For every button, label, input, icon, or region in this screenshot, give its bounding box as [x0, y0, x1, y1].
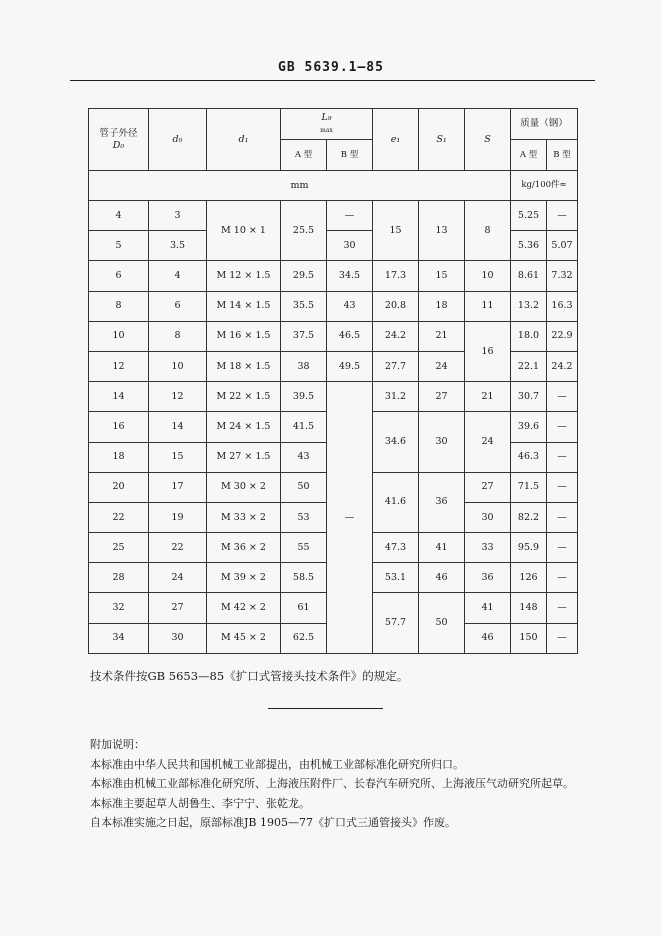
cell-e1: 17.3	[373, 261, 419, 291]
cell-massB: 24.2	[547, 351, 578, 381]
notes-line: 本标准主要起草人胡鲁生、李宁宁、张乾龙。	[90, 796, 310, 810]
cell-massA: 71.5	[511, 472, 547, 502]
cell-D0: 16	[89, 412, 149, 442]
cell-massA: 18.0	[511, 321, 547, 351]
cell-d0: 14	[149, 412, 207, 442]
cell-massA: 82.2	[511, 502, 547, 532]
cell-S: 36	[465, 563, 511, 593]
cell-e1: 57.7	[373, 593, 419, 653]
cell-massB: 7.32	[547, 261, 578, 291]
cell-d0: 19	[149, 502, 207, 532]
cell-S1: 41	[419, 533, 465, 563]
col-header-pipe-od: 管子外径 D₀	[89, 109, 149, 171]
cell-e1: 34.6	[373, 412, 419, 472]
col-header-e1: e₁	[373, 109, 419, 171]
cell-L9A: 43	[281, 442, 327, 472]
cell-massB: —	[547, 502, 578, 532]
unit-row	[89, 171, 578, 201]
cell-massA: 39.6	[511, 412, 547, 442]
cell-massA: 150	[511, 623, 547, 653]
cell-L9A: 39.5	[281, 382, 327, 412]
cell-L9B: 49.5	[327, 351, 373, 381]
cell-massA: 148	[511, 593, 547, 623]
cell-d0: 10	[149, 351, 207, 381]
cell-d1: M 16 × 1.5	[207, 321, 281, 351]
table-row	[89, 201, 578, 231]
cell-D0: 6	[89, 261, 149, 291]
notes-title: 附加说明：	[90, 738, 145, 751]
cell-D0: 32	[89, 593, 149, 623]
cell-S1: 24	[419, 351, 465, 381]
cell-S1: 27	[419, 382, 465, 412]
cell-S1: 46	[419, 563, 465, 593]
cell-D0: 28	[89, 563, 149, 593]
cell-L9A: 62.5	[281, 623, 327, 653]
col-header-mass-type-b: B 型	[547, 140, 578, 171]
table-row	[89, 382, 578, 412]
cell-D0: 4	[89, 201, 149, 231]
cell-S: 8	[465, 201, 511, 261]
cell-d1: M 36 × 2	[207, 533, 281, 563]
cell-massB: —	[547, 412, 578, 442]
cell-S: 30	[465, 502, 511, 532]
technical-conditions-note: 技术条件按GB 5653—85《扩口式管接头技术条件》的规定。	[90, 669, 409, 683]
cell-massB: —	[547, 442, 578, 472]
col-header-L9-type-a: A 型	[281, 140, 327, 171]
col-header-L9: L₉ max	[281, 109, 373, 140]
cell-S: 33	[465, 533, 511, 563]
cell-D0: 8	[89, 291, 149, 321]
cell-d1: M 24 × 1.5	[207, 412, 281, 442]
table-row	[89, 291, 578, 321]
cell-S1: 15	[419, 261, 465, 291]
col-header-S1: S₁	[419, 109, 465, 171]
cell-L9A: 41.5	[281, 412, 327, 442]
col-header-mass-type-a: A 型	[511, 140, 547, 171]
cell-d1: M 33 × 2	[207, 502, 281, 532]
cell-massA: 46.3	[511, 442, 547, 472]
cell-massB: 5.07	[547, 231, 578, 261]
cell-d1: M 22 × 1.5	[207, 382, 281, 412]
cell-S: 21	[465, 382, 511, 412]
cell-S1: 21	[419, 321, 465, 351]
cell-S: 41	[465, 593, 511, 623]
cell-massB: —	[547, 563, 578, 593]
cell-d0: 22	[149, 533, 207, 563]
cell-d0: 12	[149, 382, 207, 412]
cell-d1: M 14 × 1.5	[207, 291, 281, 321]
cell-L9A: 55	[281, 533, 327, 563]
cell-d1: M 39 × 2	[207, 563, 281, 593]
cell-d0: 30	[149, 623, 207, 653]
cell-S1: 50	[419, 593, 465, 653]
cell-S1: 13	[419, 201, 465, 261]
cell-d1: M 30 × 2	[207, 472, 281, 502]
cell-d0: 4	[149, 261, 207, 291]
cell-S1: 36	[419, 472, 465, 532]
cell-massB: —	[547, 593, 578, 623]
cell-massA: 95.9	[511, 533, 547, 563]
cell-massB: —	[547, 472, 578, 502]
cell-e1: 41.6	[373, 472, 419, 532]
cell-massA: 30.7	[511, 382, 547, 412]
cell-D0: 18	[89, 442, 149, 472]
cell-e1: 24.2	[373, 321, 419, 351]
cell-massB: —	[547, 623, 578, 653]
dimension-table	[88, 108, 578, 654]
cell-D0: 20	[89, 472, 149, 502]
header-rule	[70, 80, 595, 81]
section-divider	[268, 708, 383, 709]
cell-d1: M 12 × 1.5	[207, 261, 281, 291]
cell-massB: —	[547, 201, 578, 231]
cell-d0: 17	[149, 472, 207, 502]
cell-L9A: 58.5	[281, 563, 327, 593]
cell-massA: 8.61	[511, 261, 547, 291]
cell-L9A: 29.5	[281, 261, 327, 291]
cell-L9A: 53	[281, 502, 327, 532]
cell-S: 16	[465, 321, 511, 381]
cell-d1: M 42 × 2	[207, 593, 281, 623]
cell-d1: M 10 × 1	[207, 201, 281, 261]
cell-d1: M 27 × 1.5	[207, 442, 281, 472]
unit-mass: kg/100件≈	[511, 171, 578, 201]
cell-L9A: 37.5	[281, 321, 327, 351]
notes-line: 自本标准实施之日起，原部标准JB 1905—77《扩口式三通管接头》作废。	[90, 816, 456, 829]
cell-L9B: —	[327, 201, 373, 231]
cell-D0: 14	[89, 382, 149, 412]
cell-D0: 34	[89, 623, 149, 653]
cell-S: 10	[465, 261, 511, 291]
cell-e1: 53.1	[373, 563, 419, 593]
cell-massB: 22.9	[547, 321, 578, 351]
cell-L9B: 43	[327, 291, 373, 321]
col-header-L9-type-b: B 型	[327, 140, 373, 171]
cell-d0: 3	[149, 201, 207, 231]
cell-L9A: 35.5	[281, 291, 327, 321]
notes-line: 本标准由中华人民共和国机械工业部提出，由机械工业部标准化研究所归口。	[90, 757, 464, 771]
cell-L9B: 30	[327, 231, 373, 261]
cell-L9A: 61	[281, 593, 327, 623]
standard-code-header: GB 5639.1—85	[278, 60, 384, 75]
unit-mm: mm	[89, 171, 511, 201]
cell-L9B: 34.5	[327, 261, 373, 291]
col-header-d0: d₀	[149, 109, 207, 171]
cell-d0: 6	[149, 291, 207, 321]
cell-D0: 12	[89, 351, 149, 381]
cell-S: 11	[465, 291, 511, 321]
cell-e1: 31.2	[373, 382, 419, 412]
cell-e1: 47.3	[373, 533, 419, 563]
cell-S: 46	[465, 623, 511, 653]
cell-e1: 20.8	[373, 291, 419, 321]
cell-massA: 22.1	[511, 351, 547, 381]
col-header-mass: 质量（钢）	[511, 109, 578, 140]
cell-massB: 16.3	[547, 291, 578, 321]
cell-L9A: 50	[281, 472, 327, 502]
cell-D0: 5	[89, 231, 149, 261]
cell-d1: M 45 × 2	[207, 623, 281, 653]
additional-notes	[68, 735, 593, 833]
cell-L9A: 38	[281, 351, 327, 381]
cell-d0: 24	[149, 563, 207, 593]
cell-massA: 5.25	[511, 201, 547, 231]
cell-d0: 8	[149, 321, 207, 351]
cell-S1: 18	[419, 291, 465, 321]
cell-d0: 27	[149, 593, 207, 623]
cell-L9A: 25.5	[281, 201, 327, 261]
col-header-d1: d₁	[207, 109, 281, 171]
cell-d0: 15	[149, 442, 207, 472]
cell-massA: 13.2	[511, 291, 547, 321]
cell-D0: 25	[89, 533, 149, 563]
cell-e1: 15	[373, 201, 419, 261]
cell-L9B: 46.5	[327, 321, 373, 351]
cell-massA: 126	[511, 563, 547, 593]
cell-S: 24	[465, 412, 511, 472]
cell-D0: 22	[89, 502, 149, 532]
notes-line: 本标准由机械工业部标准化研究所、上海液压附件厂、长春汽车研究所、上海液压气动研究所起草。	[90, 777, 574, 790]
cell-d1: M 18 × 1.5	[207, 351, 281, 381]
cell-massB: —	[547, 533, 578, 563]
table-row	[89, 261, 578, 291]
col-header-S: S	[465, 109, 511, 171]
header-row-1	[89, 109, 578, 140]
table-row	[89, 321, 578, 351]
cell-massB: —	[547, 382, 578, 412]
cell-L9B: —	[327, 382, 373, 654]
cell-S: 27	[465, 472, 511, 502]
cell-d0: 3.5	[149, 231, 207, 261]
cell-e1: 27.7	[373, 351, 419, 381]
cell-S1: 30	[419, 412, 465, 472]
cell-massA: 5.36	[511, 231, 547, 261]
cell-D0: 10	[89, 321, 149, 351]
